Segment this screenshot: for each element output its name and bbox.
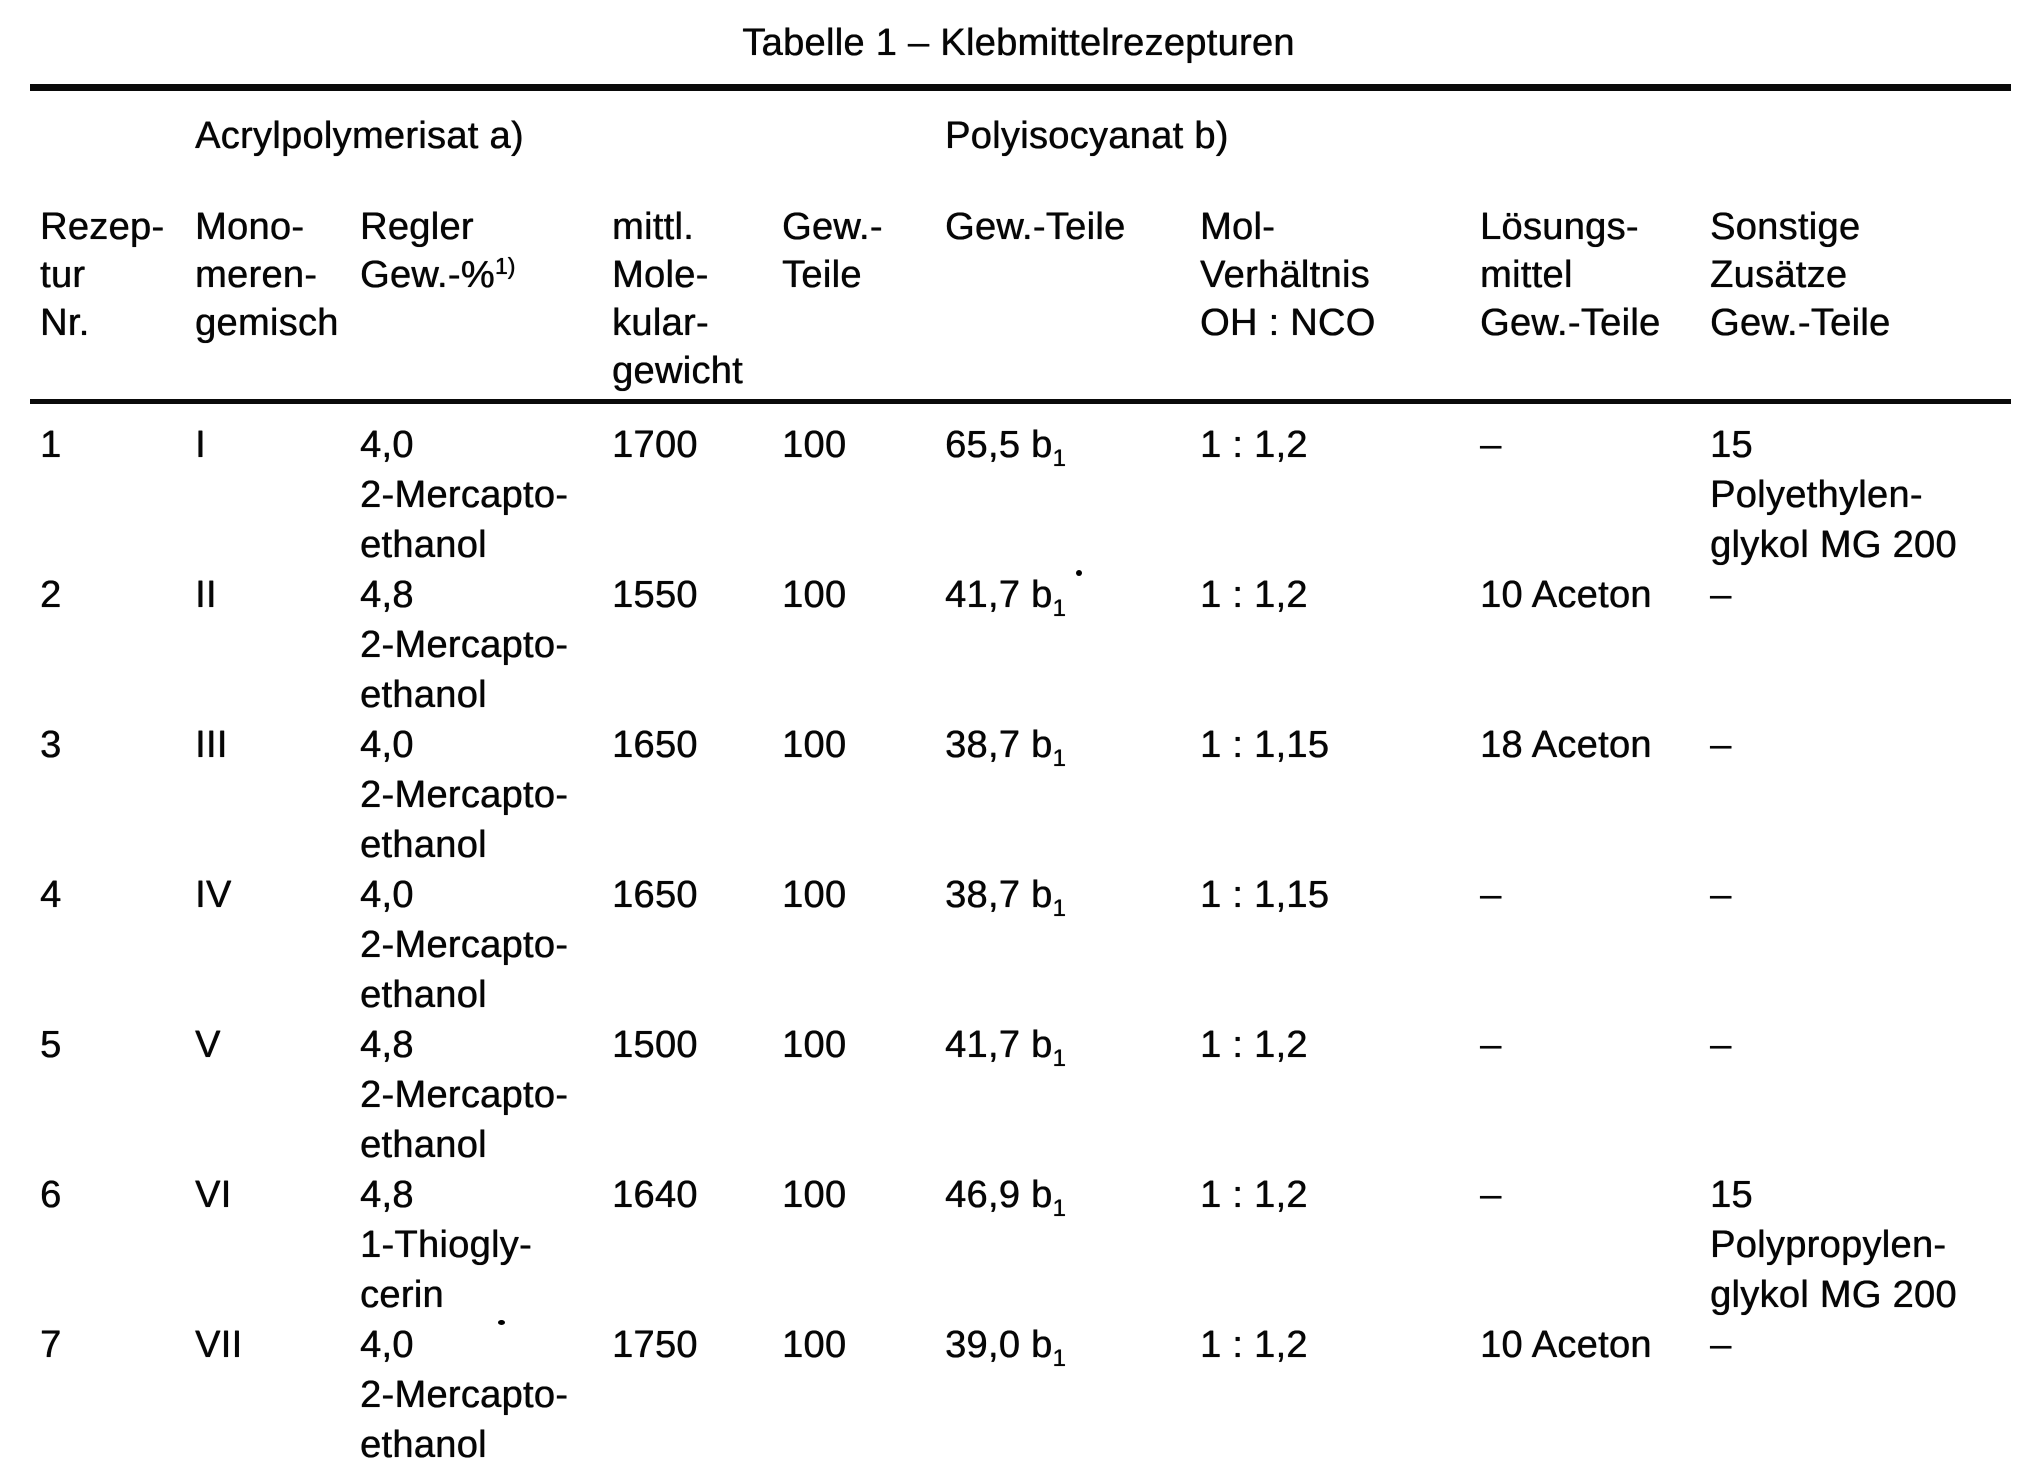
b1-subscript: 1 [1052,1045,1066,1072]
cell-sonstige-zusaetze: 15 Polypropylen- glykol MG 200 [1710,1174,1957,1316]
cell-regler: 4,0 2-Mercapto- ethanol [360,424,569,566]
cell-gew-teile-acryl: 100 [782,1174,847,1216]
table-top-rule [30,84,2011,91]
col-header-gew-teile-polyiso: Gew.-Teile [945,206,1126,248]
table-row [0,870,2037,1020]
gew-teile-value: 38,7 b [945,874,1053,916]
cell-monomerengemisch: III [195,724,228,766]
table-row [0,1020,2037,1170]
cell-monomerengemisch: VI [195,1174,232,1216]
cell-gew-teile-polyiso [945,1320,1200,1370]
gew-teile-value: 46,9 b [945,1174,1053,1216]
col-header-rezeptur-nr: Rezep- tur Nr. [40,206,165,344]
b1-subscript: 1 [1052,595,1066,622]
cell-molekulargewicht: 1650 [612,874,698,916]
footnote-marker: 1) [494,253,516,279]
cell-gew-teile-acryl: 100 [782,874,847,916]
gew-teile-value: 39,0 b [945,1324,1053,1366]
b1-subscript: 1 [1052,445,1066,472]
b1-subscript: 1 [1052,895,1066,922]
cell-sonstige-zusaetze: – [1710,724,1732,766]
cell-gew-teile-polyiso [945,870,1200,920]
cell-loesungsmittel: – [1480,424,1502,466]
cell-sonstige-zusaetze: 15 Polyethylen- glykol MG 200 [1710,424,1957,566]
cell-regler: 4,0 2-Mercapto- ethanol [360,1324,569,1466]
cell-gew-teile-polyiso [945,1020,1200,1070]
cell-molekulargewicht: 1500 [612,1024,698,1066]
cell-gew-teile-acryl: 100 [782,1324,847,1366]
cell-molekulargewicht: 1550 [612,574,698,616]
cell-sonstige-zusaetze: – [1710,874,1732,916]
cell-gew-teile-polyiso [945,1170,1200,1220]
cell-rezeptur-nr: 5 [40,1024,62,1066]
group-header-acrylpolymerisat: Acrylpolymerisat a) [195,115,524,157]
gew-teile-value: 65,5 b [945,424,1053,466]
cell-monomerengemisch: VII [195,1324,243,1366]
cell-mol-verhaeltnis: 1 : 1,2 [1200,424,1308,466]
col-header-regler-line1: Regler [360,206,474,248]
cell-monomerengemisch: IV [195,874,232,916]
table-row [0,570,2037,720]
cell-loesungsmittel: – [1480,1174,1502,1216]
cell-gew-teile-acryl: 100 [782,724,847,766]
cell-loesungsmittel: – [1480,874,1502,916]
cell-molekulargewicht: 1700 [612,424,698,466]
table-column-header-row [0,203,2037,395]
table-body [0,420,2037,1470]
gew-teile-value: 41,7 b [945,1024,1053,1066]
gew-teile-value: 38,7 b [945,724,1053,766]
cell-gew-teile-polyiso [945,420,1200,470]
cell-mol-verhaeltnis: 1 : 1,15 [1200,874,1330,916]
b1-subscript: 1 [1052,1195,1066,1222]
cell-molekulargewicht: 1640 [612,1174,698,1216]
col-header-regler [360,203,612,299]
table-row [0,720,2037,870]
cell-monomerengemisch: I [195,424,206,466]
table-row [0,1170,2037,1320]
cell-regler: 4,8 1-Thiogly- cerin [360,1174,532,1316]
cell-sonstige-zusaetze: – [1710,1324,1732,1366]
b1-subscript: 1 [1052,745,1066,772]
cell-rezeptur-nr: 7 [40,1324,62,1366]
cell-sonstige-zusaetze: – [1710,574,1732,616]
col-header-monomerengemisch: Mono- meren- gemisch [195,206,339,344]
cell-rezeptur-nr: 3 [40,724,62,766]
cell-monomerengemisch: V [195,1024,221,1066]
cell-regler: 4,0 2-Mercapto- ethanol [360,874,569,1016]
cell-gew-teile-acryl: 100 [782,424,847,466]
cell-molekulargewicht: 1750 [612,1324,698,1366]
col-header-regler-line2: Gew.-% [360,254,495,296]
cell-sonstige-zusaetze: – [1710,1024,1732,1066]
cell-rezeptur-nr: 6 [40,1174,62,1216]
cell-mol-verhaeltnis: 1 : 1,2 [1200,1174,1308,1216]
cell-rezeptur-nr: 4 [40,874,62,916]
cell-rezeptur-nr: 2 [40,574,62,616]
cell-gew-teile-acryl: 100 [782,574,847,616]
cell-mol-verhaeltnis: 1 : 1,15 [1200,724,1330,766]
gew-teile-value: 41,7 b [945,574,1053,616]
col-header-molekulargewicht: mittl. Mole- kular- gewicht [612,206,743,392]
cell-regler: 4,8 2-Mercapto- ethanol [360,1024,569,1166]
table-row [0,1320,2037,1470]
table-group-header-row [0,111,2037,161]
cell-mol-verhaeltnis: 1 : 1,2 [1200,574,1308,616]
cell-regler: 4,8 2-Mercapto- ethanol [360,574,569,716]
col-header-loesungsmittel: Lösungs- mittel Gew.-Teile [1480,206,1661,344]
table-row [0,420,2037,570]
col-header-sonstige-zusaetze: Sonstige Zusätze Gew.-Teile [1710,206,1891,344]
cell-loesungsmittel: – [1480,1024,1502,1066]
scan-artifact-dot [498,1320,505,1325]
cell-monomerengemisch: II [195,574,217,616]
col-header-mol-verhaeltnis: Mol- Verhältnis OH : NCO [1200,206,1376,344]
cell-gew-teile-polyiso [945,570,1200,620]
cell-loesungsmittel: 10 Aceton [1480,574,1652,616]
cell-mol-verhaeltnis: 1 : 1,2 [1200,1024,1308,1066]
col-header-gew-teile-acryl: Gew.- Teile [782,206,883,296]
cell-mol-verhaeltnis: 1 : 1,2 [1200,1324,1308,1366]
table-header-rule [30,399,2011,404]
table-title: Tabelle 1 – Klebmittelrezepturen [742,22,1295,64]
cell-rezeptur-nr: 1 [40,424,62,466]
cell-regler: 4,0 2-Mercapto- ethanol [360,724,569,866]
cell-loesungsmittel: 10 Aceton [1480,1324,1652,1366]
scan-artifact-dot [1076,570,1082,576]
cell-gew-teile-acryl: 100 [782,1024,847,1066]
group-header-polyisocyanat: Polyisocyanat b) [945,115,1229,157]
cell-gew-teile-polyiso [945,720,1200,770]
cell-loesungsmittel: 18 Aceton [1480,724,1652,766]
cell-molekulargewicht: 1650 [612,724,698,766]
b1-subscript: 1 [1052,1345,1066,1372]
